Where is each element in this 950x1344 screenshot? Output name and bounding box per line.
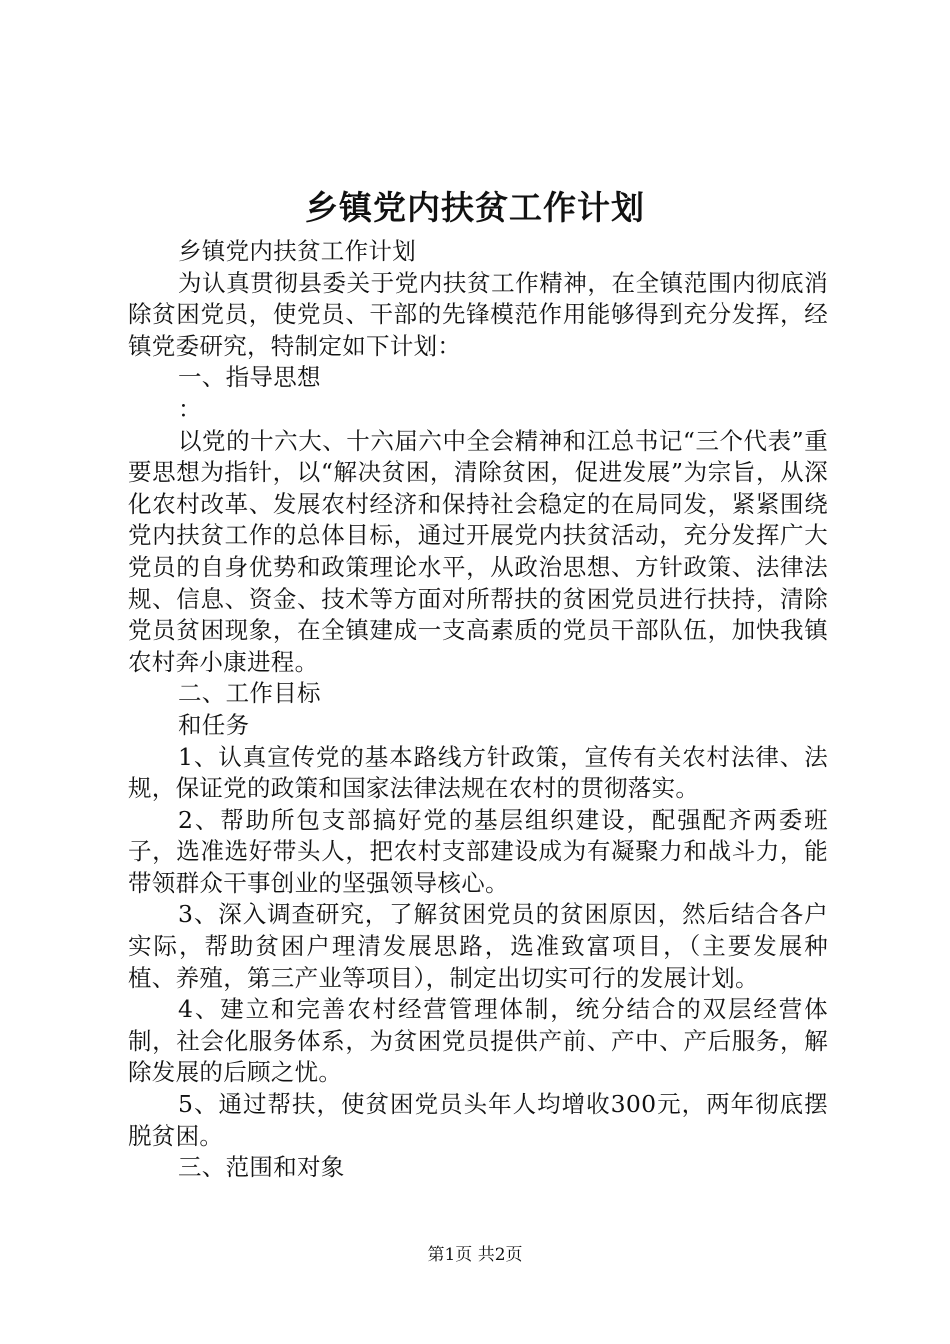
list-item-3: 3、深入调查研究，了解贫困党员的贫困原因，然后结合各户实际，帮助贫困户理清发展思路，选准致富项目，（主要发展种植、养殖，第三产业等项目），制定出切实可行的发展计划。 [128,900,828,992]
page-number: 第1页 共2页 [427,1245,523,1265]
paragraph-intro: 为认真贯彻县委关于党内扶贫工作精神，在全镇范围内彻底消除贫困党员，使党员、干部的先锋模范作用能够得到充分发挥，经镇党委研究，特制定如下计划： [128,268,828,360]
list-item-2: 2、帮助所包支部搞好党的基层组织建设，配强配齐两委班子，选准选好带头人，把农村支部建设成为有凝聚力和战斗力，能带领群众干事创业的坚强领导核心。 [128,805,828,897]
document-title: 乡镇党内扶贫工作计划 [305,188,645,227]
section-heading-goals: 二、工作目标 [178,679,321,708]
list-item-4: 4、建立和完善农村经营管理体制，统分结合的双层经营体制，社会化服务体系，为贫困党员提供产前、产中、产后服务，解除发展的后顾之忧。 [128,995,828,1087]
list-item-1: 1、认真宣传党的基本路线方针政策，宣传有关农村法律、法规，保证党的政策和国家法律法规在农村的贯彻落实。 [128,742,828,803]
paragraph-colon: ： [178,394,202,423]
paragraph-subtitle: 乡镇党内扶贫工作计划 [178,237,416,265]
section-heading-scope: 三、范围和对象 [178,1153,345,1182]
section-heading-guiding-thought: 一、指导思想 [178,363,321,392]
section-heading-goals-continued: 和任务 [178,710,250,739]
list-item-5: 5、通过帮扶，使贫困党员头年人均增收300元，两年彻底摆脱贫困。 [128,1090,828,1150]
paragraph-guiding-thought: 以党的十六大、十六届六中全会精神和江总书记“三个代表”重要思想为指针，以“解决贫困，清除贫困，促进发展”为宗旨，从深化农村改革、发展农村经济和保持社会稳定的在局同发，紧紧围绕党内扶贫工作的总体目标，通过开展党内扶贫活动，充分发挥广大党员的自身优势和政策理论水平，从政治思想、方针政策、法律法规、信息、资金、技术等方面对所帮扶的贫困党员进行扶持，清除党员贫困现象，在全镇建成一支高素质的党员干部队伍，加快我镇农村奔小康进程。 [128,426,828,676]
document-body [128,236,828,1184]
